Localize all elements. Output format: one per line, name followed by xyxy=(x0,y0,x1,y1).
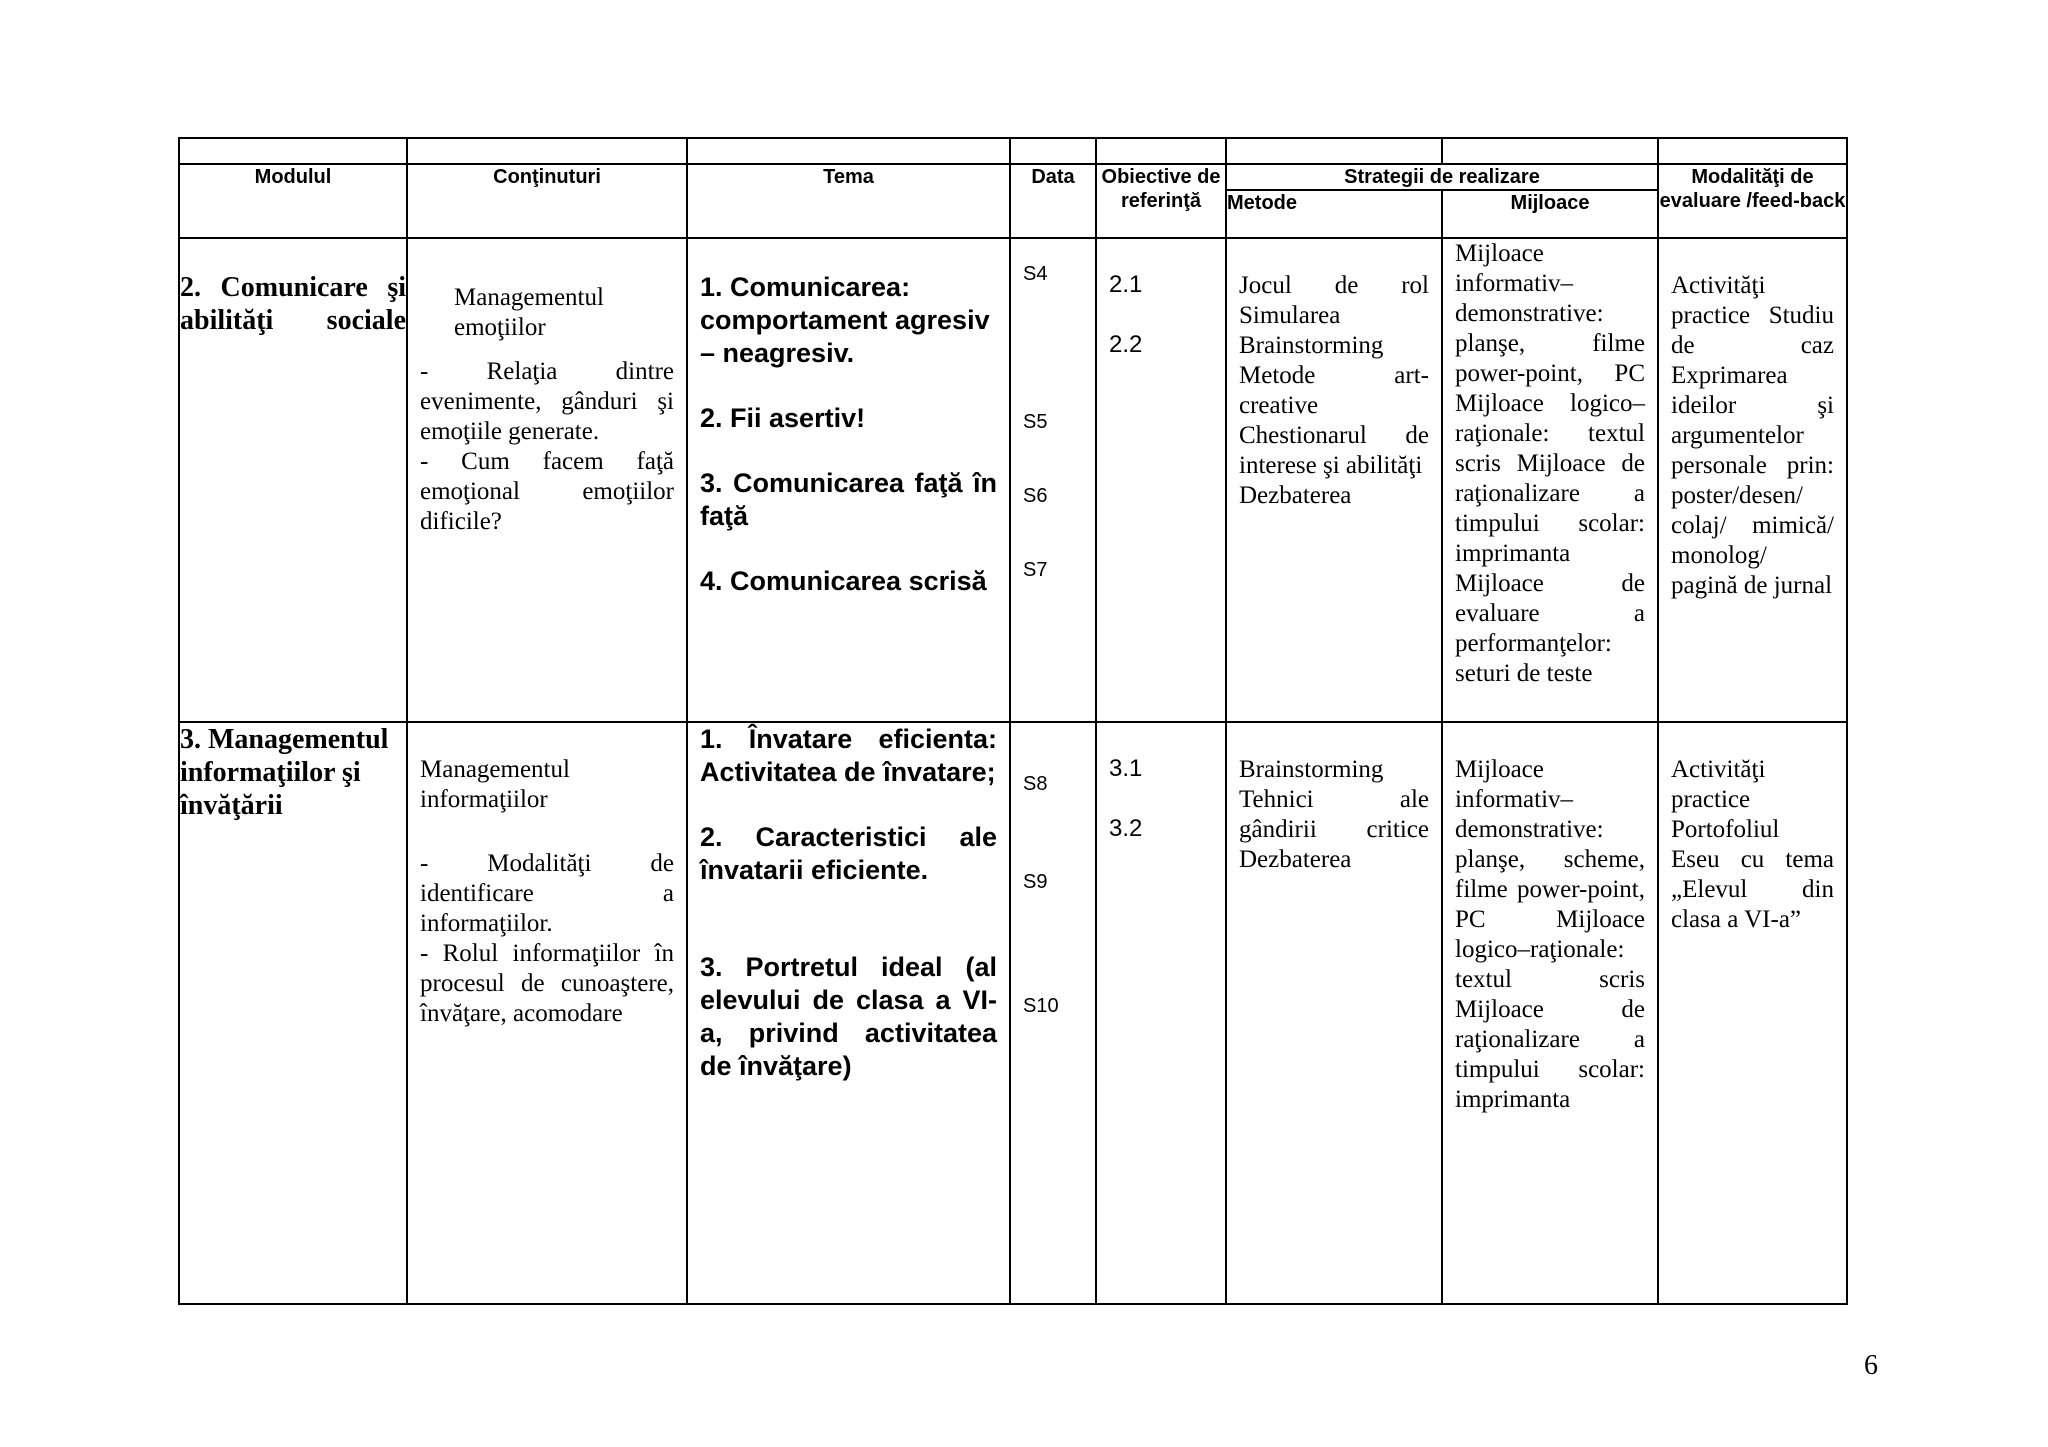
objective-item: 2.1 xyxy=(1109,271,1143,298)
topic-cell xyxy=(687,238,1010,722)
objectives-cell xyxy=(1096,722,1226,1304)
curriculum-table xyxy=(178,137,1848,1305)
method-item: Metode art-creative xyxy=(1239,362,1429,419)
date-item: S4 xyxy=(1023,263,1048,285)
objective-item: 2.2 xyxy=(1109,331,1143,358)
module-title: 3. Managementul informaţiilor şi învăţării xyxy=(180,724,389,821)
date-item: S7 xyxy=(1023,559,1048,581)
content-item: - Modalităţi de identificare a informaţiilor. xyxy=(420,850,674,937)
topic-item: 4. Comunicarea scrisă xyxy=(700,566,987,596)
method-item: Brainstorming xyxy=(1239,756,1384,783)
objectives-cell xyxy=(1096,238,1226,722)
evaluation-text: Activităţi practice Portofoliul Eseu cu tema „Elevul din clasa a VI-a” xyxy=(1671,756,1834,933)
evaluation-text: Activităţi practice Studiu de caz Exprimarea ideilor şi argumentelor personale prin: poster/desen/ colaj/ mimică/ monolog/ pagină de jurnal xyxy=(1671,272,1834,599)
empty-header-row xyxy=(179,138,1847,164)
topic-cell xyxy=(687,722,1010,1304)
header-modul: Modulul xyxy=(179,164,407,238)
module-title: 2. Comunicare şi abilităţi sociale xyxy=(180,272,406,336)
content-cell xyxy=(407,722,687,1304)
header-row xyxy=(179,164,1847,190)
topic-item: 1. Învatare eficienta: Activitatea de învatare; xyxy=(700,724,997,787)
method-item: Dezbaterea xyxy=(1239,482,1352,509)
content-item: - Rolul informaţiilor în procesul de cunoaştere, învăţare, acomodare xyxy=(420,940,674,1027)
topic-item: 2. Caracteristici ale învatarii eficiente. xyxy=(700,822,997,885)
date-item: S6 xyxy=(1023,485,1048,507)
means-cell xyxy=(1442,238,1658,722)
date-cell xyxy=(1010,722,1096,1304)
date-cell xyxy=(1010,238,1096,722)
header-metode: Metode xyxy=(1226,190,1442,238)
header-obiective: Obiective de referinţă xyxy=(1096,164,1226,238)
header-modalitati: Modalităţi de evaluare /feed-back xyxy=(1658,164,1847,238)
module-cell xyxy=(179,238,407,722)
topic-item: 3. Portretul ideal (al elevului de clasa a VI-a, privind activitatea de învăţare) xyxy=(700,952,997,1081)
evaluation-cell xyxy=(1658,722,1847,1304)
header-data: Data xyxy=(1010,164,1096,238)
means-text: Mijloace informativ–demonstrative: planşe, scheme, filme power-point, PC Mijloace logico–raţionale: textul scris Mijloace de raţionalizare a timpului scolar: imprimanta xyxy=(1455,756,1645,1113)
method-item: Simularea xyxy=(1239,302,1341,329)
objective-item: 3.1 xyxy=(1109,755,1143,782)
method-item: Chestionarul de interese şi abilităţi xyxy=(1239,422,1429,479)
methods-cell xyxy=(1226,238,1442,722)
method-item: Brainstorming xyxy=(1239,332,1384,359)
table-row-module-2 xyxy=(179,238,1847,722)
method-item: Jocul de rol xyxy=(1239,272,1429,299)
content-title: Managementul informaţiilor xyxy=(420,756,570,813)
topic-item: 3. Comunicarea faţă în faţă xyxy=(700,468,997,531)
method-item: Dezbaterea xyxy=(1239,846,1352,873)
header-strategii: Strategii de realizare xyxy=(1226,164,1658,190)
content-item: - Relaţia dintre evenimente, gânduri şi emoţiile generate. xyxy=(420,358,674,445)
header-tema: Tema xyxy=(687,164,1010,238)
content-cell xyxy=(407,238,687,722)
date-item: S5 xyxy=(1023,411,1048,433)
content-item: - Cum facem faţă emoţional emoţiilor dificile? xyxy=(420,448,674,535)
header-continuturi: Conţinuturi xyxy=(407,164,687,238)
method-item: Tehnici ale gândirii critice xyxy=(1239,786,1429,843)
date-item: S10 xyxy=(1023,995,1059,1017)
module-cell xyxy=(179,722,407,1304)
means-cell xyxy=(1442,722,1658,1304)
evaluation-cell xyxy=(1658,238,1847,722)
date-item: S8 xyxy=(1023,773,1048,795)
page-number: 6 xyxy=(1864,1350,1878,1381)
header-mijloace: Mijloace xyxy=(1442,190,1658,238)
means-text: Mijloace informativ–demonstrative: planşe, filme power-point, PC Mijloace logico–raţionale: textul scris Mijloace de raţionalizare a timpului scolar: imprimanta Mijloace de evaluare a performanţelor: seturi de teste xyxy=(1455,240,1645,687)
date-item: S9 xyxy=(1023,871,1048,893)
content-title: Managementul emoţiilor xyxy=(454,284,604,341)
topic-item: 2. Fii asertiv! xyxy=(700,403,866,433)
topic-item: 1. Comunicarea: comportament agresiv – neagresiv. xyxy=(700,272,990,368)
objective-item: 3.2 xyxy=(1109,815,1143,842)
methods-cell xyxy=(1226,722,1442,1304)
table-row-module-3 xyxy=(179,722,1847,1304)
